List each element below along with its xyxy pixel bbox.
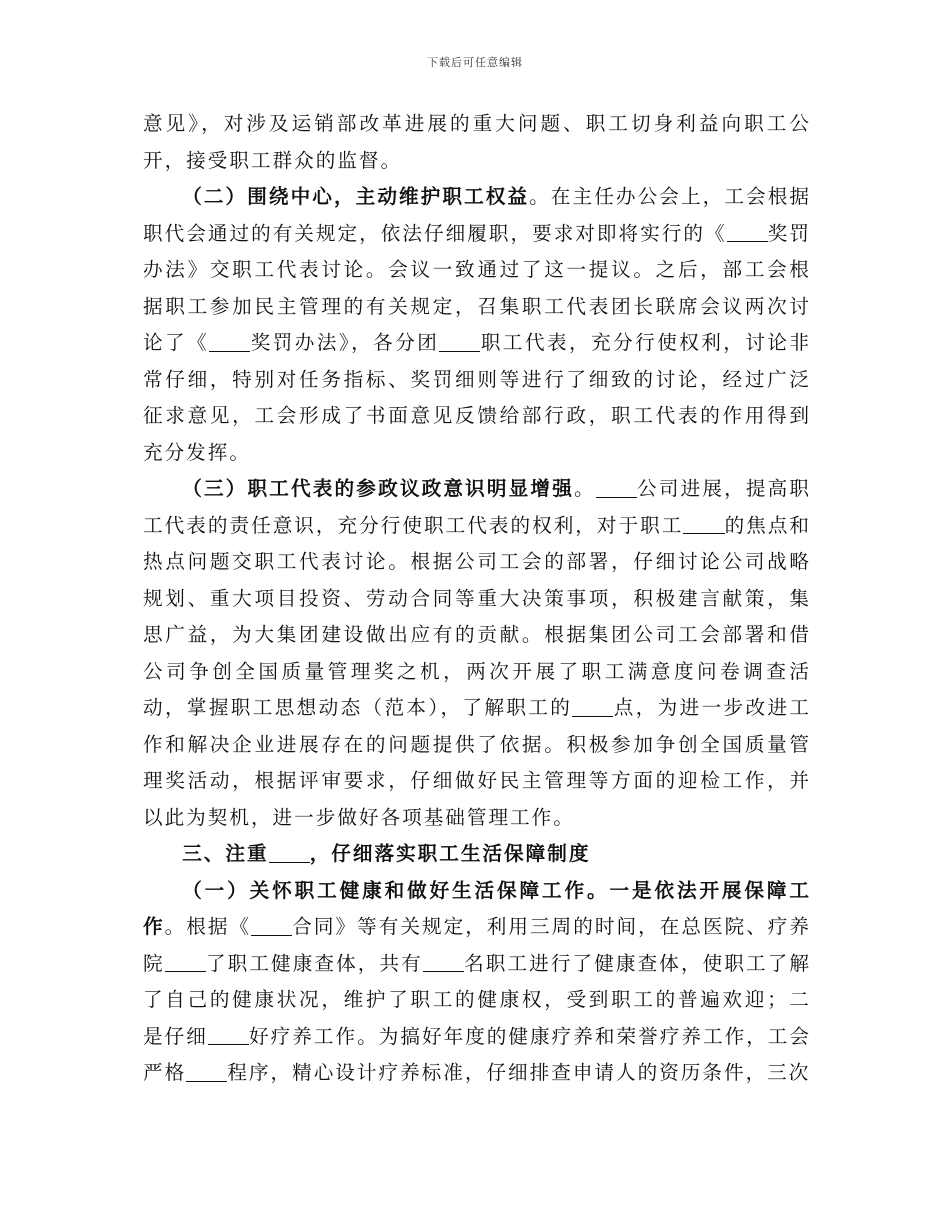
document-body [143, 106, 811, 1092]
section-title-text: ，仔细落实职工生活保障制度 [309, 842, 591, 865]
paragraph-text: 程序，精心设计疗养标准，仔细排查申请人的资历条件，三次 [227, 1061, 811, 1084]
blank-line [165, 952, 206, 973]
blank-line [423, 952, 464, 973]
section-title-3 [143, 836, 811, 873]
blank-line [251, 915, 292, 936]
paragraph-text: 奖罚办法》交职工代表讨论。会议一致通过了这一提议。之后，部工会根据职工参加民主管理的有关规定，召集职工代表团长联席会议两次讨论了《 [143, 221, 812, 354]
paragraph-1: 意见》，对涉及运销部改革进展的重大问题、职工切身利益向职工公开，接受职工群众的监督。 [143, 112, 811, 172]
section-heading-3: （三）职工代表的参政议政意识明显增强 [182, 477, 574, 500]
paragraph-text: 。 [573, 477, 596, 500]
paragraph-text: 公司进展，提高职工代表的责任意识，充分行使职工代表的权利，对于职工 [143, 477, 812, 537]
blank-line [572, 696, 613, 717]
section-heading-2: （二）围绕中心，主动维护职工权益 [182, 185, 530, 208]
section-heading-1: （一）关怀职工健康和做好生活保障工作。一是依法开展保障工作 [143, 878, 811, 938]
paragraph-3 [143, 471, 811, 836]
paragraph-5 [143, 873, 811, 1092]
paragraph-text: 的焦点和热点问题交职工代表讨论。根据公司工会的部署，仔细讨论公司战略规划、重大项目投资、劳动合同等重大决策事项，积极建言献策，集思广益，为大集团建设做出应有的贡献。根据集团公司工会部署和借公司争创全国质量管理奖之机，两次开展了职工满意度问卷调查活动，掌握职工思想动态（范本），了解职工的 [143, 513, 812, 719]
paragraph-2 [143, 179, 811, 471]
blank-line [596, 477, 637, 498]
paragraph-text: 。根据《 [164, 915, 252, 938]
paragraph-text: 奖罚办法》，各分团 [250, 331, 440, 354]
blank-line [269, 842, 310, 863]
paragraph-text: 。在主任办公会上，工会根据职代会通过的有关规定，依法仔细履职，要求对即将实行的《 [143, 185, 812, 245]
blank-line [683, 514, 724, 535]
paragraph-text: 了职工健康查体，共有 [205, 951, 423, 975]
paragraph-text: 点，为进一步改进工作和解决企业进展存在的问题提供了依据。积极参加争创全国质量管理奖活动，根据评审要求，仔细做好民主管理等方面的迎检工作，并以此为契机，进一步做好各项基础管理工作。 [143, 696, 811, 829]
blank-line [727, 222, 768, 243]
paragraph-text: 合同》等有关规定，利用三周的时间，在总医院、疗养院 [143, 915, 812, 975]
page-header: 下载后可任意编辑 [427, 56, 523, 69]
paragraph-text: 职工代表，充分行使权利，讨论非常仔细，特别对任务指标、奖罚细则等进行了细致的讨论，经过广泛征求意见，工会形成了书面意见反馈给部行政，职工代表的作用得到充分发挥。 [143, 331, 812, 464]
blank-line [209, 331, 250, 352]
blank-line [439, 331, 480, 352]
blank-line [208, 1025, 249, 1046]
blank-line [186, 1061, 227, 1082]
section-title-text: 三、注重 [182, 842, 269, 865]
paragraph-text: 好疗养工作。为搞好年度的健康疗养和荣誉疗养工作，工会严格 [143, 1024, 812, 1084]
paragraph-text: 名职工进行了健康查体，使职工了解了自己的健康状况，维护了职工的健康权，受到职工的普遍欢迎；二是仔细 [143, 951, 812, 1048]
